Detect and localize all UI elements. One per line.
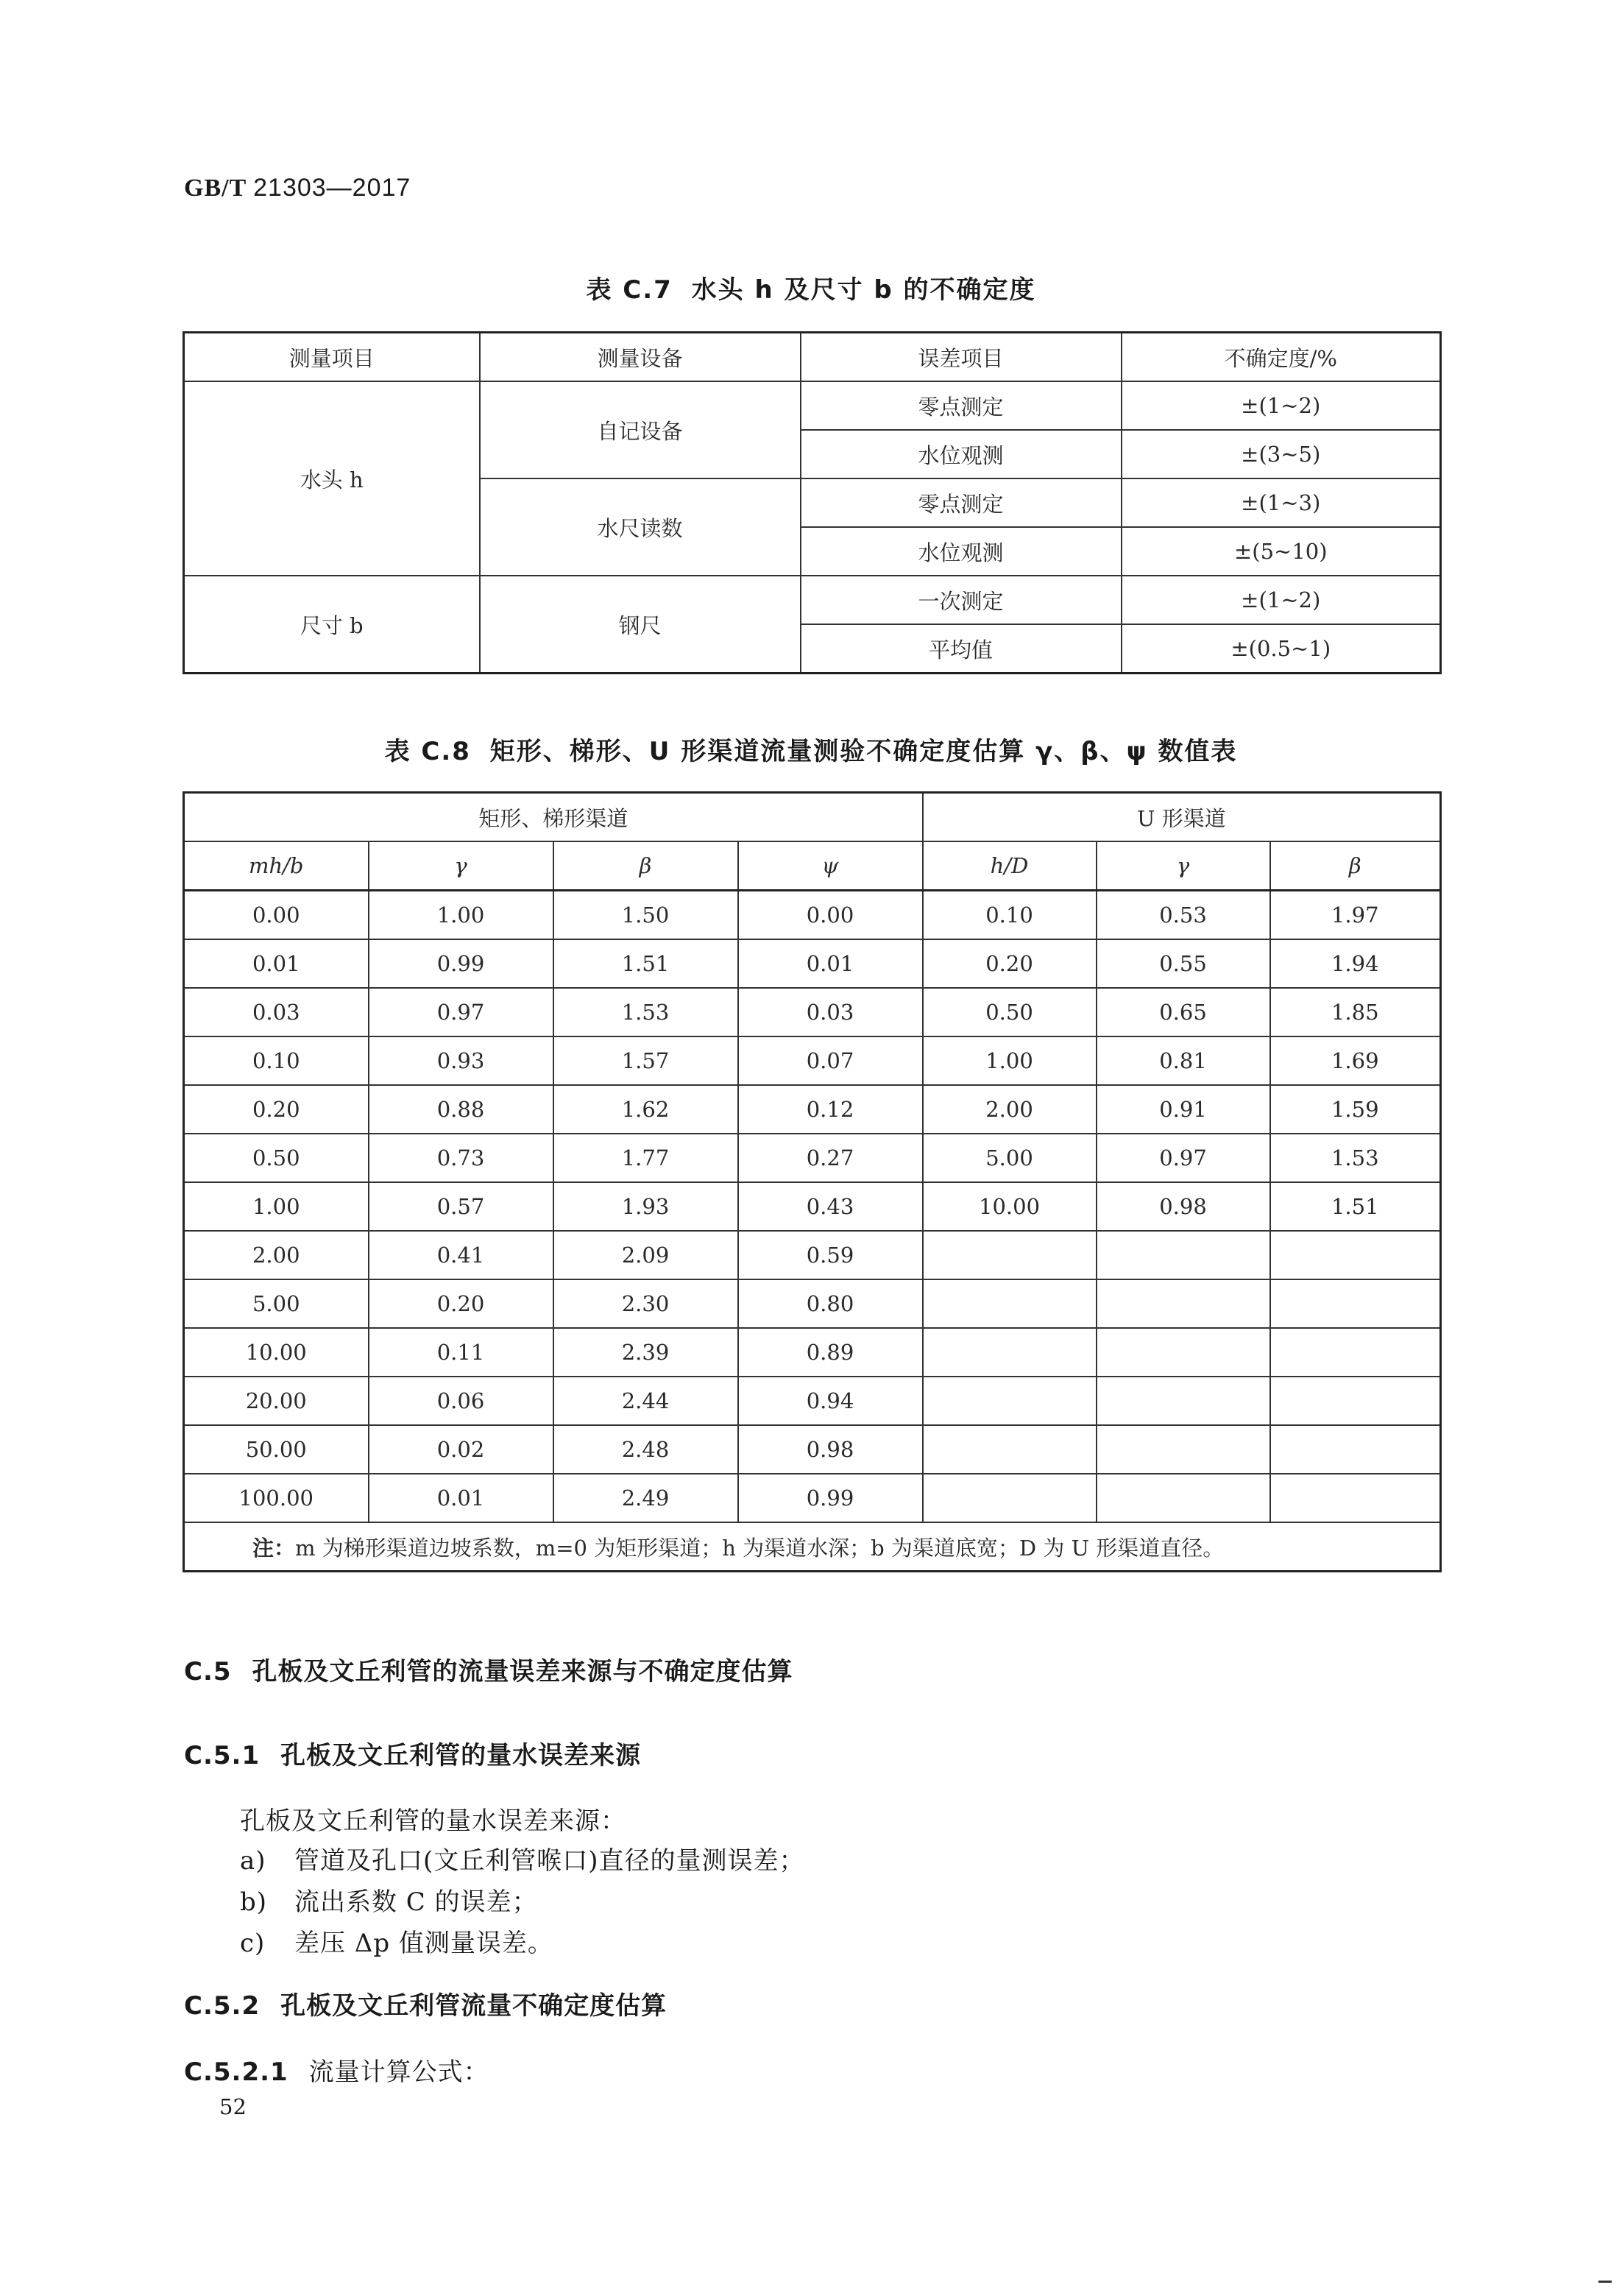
paragraph-intro: 孔板及文丘利管的量水误差来源： <box>240 1806 626 1836</box>
list-text: 管道及孔口(文丘利管喉口)直径的量测误差； <box>294 1846 805 1876</box>
standard-code <box>184 174 411 202</box>
cell-beta: 1.93 <box>553 1182 738 1231</box>
cell-gamma: 0.41 <box>369 1231 553 1279</box>
measure-device: 水尺读数 <box>480 478 801 576</box>
section-title: 孔板及文丘利管的量水误差来源 <box>280 1741 642 1770</box>
cell-gamma-u: 0.91 <box>1097 1085 1270 1134</box>
error-item: 零点测定 <box>801 381 1122 430</box>
cell-mhb: 0.03 <box>184 988 369 1036</box>
uncertainty-value: ±(1~2) <box>1122 576 1441 624</box>
cell-beta-u <box>1270 1279 1441 1328</box>
cell-beta: 2.48 <box>553 1425 738 1474</box>
table-c7-caption-no: 表 C.7 <box>586 275 673 305</box>
list-text: 流出系数 C 的误差； <box>294 1887 538 1917</box>
cell-beta-u: 1.85 <box>1270 988 1441 1036</box>
table-row <box>184 1085 1441 1134</box>
list-text: 差压 Δp 值测量误差。 <box>294 1929 553 1958</box>
section-text: 流量计算公式： <box>308 2057 489 2087</box>
cell-gamma: 0.20 <box>369 1279 553 1328</box>
cell-mhb: 0.00 <box>184 891 369 940</box>
cell-beta-u <box>1270 1425 1441 1474</box>
section-c521-line <box>184 2052 489 2088</box>
cell-hd <box>923 1425 1097 1474</box>
standard-prefix: GB/T <box>184 174 247 202</box>
cell-gamma-u: 0.81 <box>1097 1036 1270 1085</box>
table-row <box>184 1134 1441 1182</box>
cell-hd: 0.20 <box>923 939 1097 988</box>
table-row <box>184 891 1441 940</box>
sub-header-beta-u: β <box>1270 841 1441 891</box>
sub-header-gamma-u: γ <box>1097 841 1270 891</box>
table-row <box>184 1377 1441 1425</box>
cell-mhb: 0.20 <box>184 1085 369 1134</box>
list-item <box>240 1840 805 1876</box>
table-row <box>184 1474 1441 1522</box>
section-title: 孔板及文丘利管流量不确定度估算 <box>280 1991 667 2021</box>
list-marker: c) <box>240 1929 266 1958</box>
cell-mhb: 0.50 <box>184 1134 369 1182</box>
cell-psi: 0.99 <box>738 1474 923 1522</box>
cell-gamma: 0.93 <box>369 1036 553 1085</box>
list-item <box>240 1882 538 1918</box>
measure-device: 钢尺 <box>480 576 801 674</box>
cell-beta: 1.50 <box>553 891 738 940</box>
cell-hd: 0.10 <box>923 891 1097 940</box>
cell-gamma-u <box>1097 1474 1270 1522</box>
sub-header-mhb: mh/b <box>184 841 369 891</box>
group-header-u-channel: U 形渠道 <box>923 793 1441 842</box>
cell-gamma-u <box>1097 1279 1270 1328</box>
cell-gamma: 0.01 <box>369 1474 553 1522</box>
measure-item: 尺寸 b <box>184 576 480 674</box>
table-row <box>184 988 1441 1036</box>
cell-hd: 2.00 <box>923 1085 1097 1134</box>
cell-beta-u <box>1270 1474 1441 1522</box>
cell-hd: 0.50 <box>923 988 1097 1036</box>
cell-mhb: 1.00 <box>184 1182 369 1231</box>
section-c51-heading <box>184 1735 641 1771</box>
table-row <box>184 1036 1441 1085</box>
cell-gamma-u: 0.98 <box>1097 1182 1270 1231</box>
cell-gamma: 0.88 <box>369 1085 553 1134</box>
cell-psi: 0.43 <box>738 1182 923 1231</box>
cell-hd: 1.00 <box>923 1036 1097 1085</box>
cell-gamma: 0.06 <box>369 1377 553 1425</box>
table-c8 <box>183 791 1442 1572</box>
uncertainty-value: ±(3~5) <box>1122 430 1441 478</box>
standard-number: 21303—2017 <box>253 174 411 202</box>
cell-gamma: 1.00 <box>369 891 553 940</box>
cell-beta: 1.57 <box>553 1036 738 1085</box>
cell-psi: 0.03 <box>738 988 923 1036</box>
error-item: 一次测定 <box>801 576 1122 624</box>
cell-gamma-u <box>1097 1425 1270 1474</box>
cell-beta-u: 1.53 <box>1270 1134 1441 1182</box>
cell-beta: 2.44 <box>553 1377 738 1425</box>
table-c8-body <box>184 891 1441 1523</box>
table-row <box>184 1328 1441 1377</box>
error-item: 平均值 <box>801 624 1122 674</box>
corner-mark <box>1598 2281 1612 2283</box>
error-item: 水位观测 <box>801 430 1122 478</box>
table-c7 <box>183 331 1442 674</box>
list-marker: b) <box>240 1887 268 1917</box>
list-item <box>240 1923 553 1959</box>
section-c5-heading <box>184 1651 793 1687</box>
uncertainty-value: ±(1~2) <box>1122 381 1441 430</box>
measure-device: 自记设备 <box>480 381 801 478</box>
cell-gamma: 0.97 <box>369 988 553 1036</box>
cell-hd <box>923 1279 1097 1328</box>
cell-psi: 0.94 <box>738 1377 923 1425</box>
cell-beta: 2.49 <box>553 1474 738 1522</box>
cell-gamma: 0.57 <box>369 1182 553 1231</box>
table-row <box>184 1425 1441 1474</box>
cell-gamma: 0.02 <box>369 1425 553 1474</box>
table-c7-caption <box>0 269 1622 305</box>
cell-hd <box>923 1377 1097 1425</box>
table-c7-caption-text: 水头 h 及尺寸 b 的不确定度 <box>691 275 1036 305</box>
cell-gamma-u <box>1097 1377 1270 1425</box>
cell-psi: 0.98 <box>738 1425 923 1474</box>
table-c8-caption-text: 矩形、梯形、U 形渠道流量测验不确定度估算 γ、β、ψ 数值表 <box>489 737 1238 766</box>
cell-gamma-u: 0.65 <box>1097 988 1270 1036</box>
table-c7-header: 不确定度/% <box>1122 333 1441 382</box>
cell-psi: 0.80 <box>738 1279 923 1328</box>
cell-gamma: 0.11 <box>369 1328 553 1377</box>
section-number: C.5.1 <box>184 1741 261 1770</box>
cell-psi: 0.59 <box>738 1231 923 1279</box>
cell-beta-u: 1.97 <box>1270 891 1441 940</box>
sub-header-hd: h/D <box>923 841 1097 891</box>
measure-item: 水头 h <box>184 381 480 576</box>
cell-psi: 0.12 <box>738 1085 923 1134</box>
error-item: 零点测定 <box>801 478 1122 527</box>
cell-gamma-u: 0.53 <box>1097 891 1270 940</box>
cell-psi: 0.01 <box>738 939 923 988</box>
cell-beta-u: 1.59 <box>1270 1085 1441 1134</box>
cell-mhb: 0.01 <box>184 939 369 988</box>
uncertainty-value: ±(5~10) <box>1122 527 1441 576</box>
cell-beta-u <box>1270 1328 1441 1377</box>
cell-hd: 5.00 <box>923 1134 1097 1182</box>
cell-beta: 1.51 <box>553 939 738 988</box>
note-text: m 为梯形渠道边坡系数，m=0 为矩形渠道；h 为渠道水深；b 为渠道底宽；D 为 U 形渠道直径。 <box>295 1535 1225 1561</box>
section-title: 孔板及文丘利管的流量误差来源与不确定度估算 <box>252 1657 793 1686</box>
error-item: 水位观测 <box>801 527 1122 576</box>
cell-beta-u <box>1270 1377 1441 1425</box>
page-number: 52 <box>219 2094 247 2119</box>
cell-psi: 0.07 <box>738 1036 923 1085</box>
cell-beta-u: 1.94 <box>1270 939 1441 988</box>
cell-mhb: 10.00 <box>184 1328 369 1377</box>
cell-psi: 0.89 <box>738 1328 923 1377</box>
cell-gamma: 0.73 <box>369 1134 553 1182</box>
cell-gamma: 0.99 <box>369 939 553 988</box>
group-header-rect-trap: 矩形、梯形渠道 <box>184 793 923 842</box>
cell-beta: 1.53 <box>553 988 738 1036</box>
sub-header-gamma: γ <box>369 841 553 891</box>
table-c7-header: 测量设备 <box>480 333 801 382</box>
cell-hd: 10.00 <box>923 1182 1097 1231</box>
table-c8-caption-no: 表 C.8 <box>384 737 471 766</box>
table-c7-header: 误差项目 <box>801 333 1122 382</box>
note-label: 注： <box>252 1535 296 1561</box>
cell-mhb: 50.00 <box>184 1425 369 1474</box>
sub-header-beta: β <box>553 841 738 891</box>
cell-gamma-u: 0.97 <box>1097 1134 1270 1182</box>
cell-beta-u <box>1270 1231 1441 1279</box>
section-c52-heading <box>184 1985 667 2021</box>
cell-hd <box>923 1328 1097 1377</box>
cell-mhb: 100.00 <box>184 1474 369 1522</box>
cell-mhb: 2.00 <box>184 1231 369 1279</box>
table-row <box>184 939 1441 988</box>
cell-gamma-u <box>1097 1231 1270 1279</box>
cell-hd <box>923 1231 1097 1279</box>
list-marker: a) <box>240 1846 266 1876</box>
cell-beta: 1.77 <box>553 1134 738 1182</box>
sub-header-psi: ψ <box>738 841 923 891</box>
table-c8-caption <box>0 731 1622 767</box>
table-row <box>184 1182 1441 1231</box>
cell-beta: 1.62 <box>553 1085 738 1134</box>
table-row <box>184 1231 1441 1279</box>
uncertainty-value: ±(0.5~1) <box>1122 624 1441 674</box>
section-number: C.5.2 <box>184 1991 261 2021</box>
cell-gamma-u: 0.55 <box>1097 939 1270 988</box>
section-number: C.5.2.1 <box>184 2057 288 2087</box>
cell-psi: 0.00 <box>738 891 923 940</box>
cell-beta-u: 1.51 <box>1270 1182 1441 1231</box>
cell-beta: 2.39 <box>553 1328 738 1377</box>
cell-beta: 2.30 <box>553 1279 738 1328</box>
cell-mhb: 20.00 <box>184 1377 369 1425</box>
cell-hd <box>923 1474 1097 1522</box>
cell-gamma-u <box>1097 1328 1270 1377</box>
table-row <box>184 576 1441 624</box>
cell-beta: 2.09 <box>553 1231 738 1279</box>
cell-mhb: 0.10 <box>184 1036 369 1085</box>
table-row <box>184 381 1441 430</box>
section-number: C.5 <box>184 1657 232 1686</box>
table-c8-note <box>184 1522 1441 1572</box>
uncertainty-value: ±(1~3) <box>1122 478 1441 527</box>
cell-mhb: 5.00 <box>184 1279 369 1328</box>
cell-psi: 0.27 <box>738 1134 923 1182</box>
table-row <box>184 1279 1441 1328</box>
table-c7-header: 测量项目 <box>184 333 480 382</box>
cell-beta-u: 1.69 <box>1270 1036 1441 1085</box>
